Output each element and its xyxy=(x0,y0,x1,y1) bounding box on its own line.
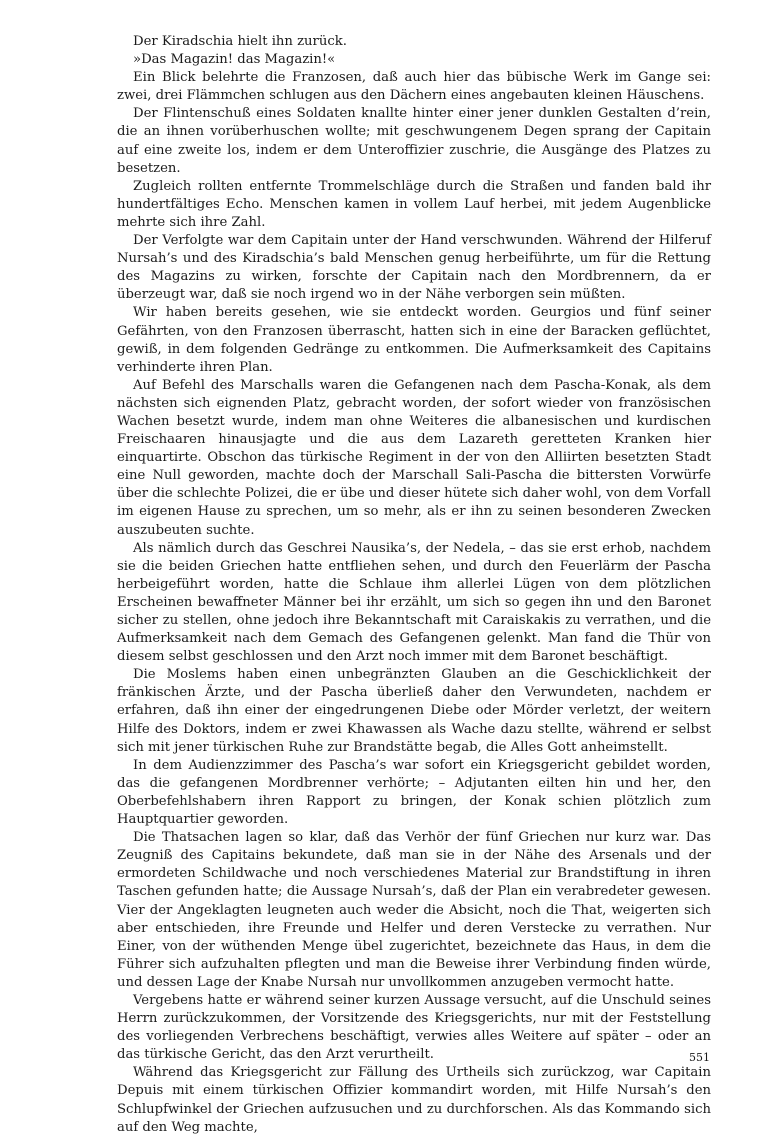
paragraph: Der Verfolgte war dem Capitain unter der Hand verschwunden. Während der Hilferuf Nursah’s und des Kiradschia’s bald Menschen genug herbeiführte, um für die Rettung des Magazins zu wirken, forschte der Capitain nach den Mordbrennern, da er überzeugt war, daß sie noch irgend wo in der Nähe verborgen sein müßten. xyxy=(117,233,711,303)
paragraph: Auf Befehl des Marschalls waren die Gefangenen nach dem Pascha-Konak, als dem nächsten sich eignenden Platz, gebracht worden, der sofort wieder von französischen Wachen besetzt wurde, indem man ohne Weiteres die albanesischen und kurdischen Freischaaren hinausjagte und die aus dem Lazareth geretteten Kranken hier einquartirte. Obschon das türkische Regiment in der von den Alliirten besetzten Stadt eine Null geworden, machte doch der Marschall Sali-Pascha die bittersten Vorwürfe über die schlechte Polizei, die er übe und dieser hütete sich daher wohl, von dem Vorfall im eigenen Hause zu sprechen, um so mehr, als er ihn zu seinen besonderen Zwecken auszubeuten suchte. xyxy=(117,377,711,538)
paragraph: Der Kiradschia hielt ihn zurück. xyxy=(133,34,347,49)
paragraph: Die Moslems haben einen unbegränzten Glauben an die Geschicklichkeit der fränkischen Ärzte, und der Pascha überließ daher den Verwundeten, nachdem er erfahren, daß ihn einer der eingedrungenen Diebe oder Mörder verletzt, der weitern Hilfe des Doktors, indem er zwei Khawassen als Wache dazu stellte, während er selbst sich mit jener türkischen Ruhe zur Brandstätte begab, die Alles Gott anheimstellt. xyxy=(117,667,711,755)
paragraph: Als nämlich durch das Geschrei Nausika’s, der Nedela, – das sie erst erhob, nachdem sie die beiden Griechen hatte entfliehen sehen, und durch den Feuerlärm der Pascha herbeigeführt worden, hatte die Schlaue ihm allerlei Lügen von dem plötzlichen Erscheinen bewaffneter Männer bei ihr erzählt, um sich so gegen ihn und den Baronet sicher zu stellen, ohne jedoch ihre Bekanntschaft mit Caraiskakis zu verrathen, und die Aufmerksamkeit nach dem Gemach des Gefangenen gelenkt. Man fand die Thür von diesem selbst geschlossen und den Arzt noch immer mit dem Baronet beschäftigt. xyxy=(117,540,711,665)
body-text xyxy=(117,33,711,1137)
paragraph: »Das Magazin! das Magazin!« xyxy=(133,52,336,68)
paragraph: Wir haben bereits gesehen, wie sie entdeckt worden. Geurgios und fünf seiner Gefährten, von den Franzosen überrascht, hatten sich in eine der Baracken geflüchtet, gewiß, in dem folgenden Gedränge zu entkommen. Die Aufmerksamkeit des Capitains verhinderte ihren Plan. xyxy=(117,305,711,375)
paragraph: Vergebens hatte er während seiner kurzen Aussage versucht, auf die Unschuld seines Herrn zurückzukommen, der Vorsitzende des Kriegsgerichts, nur mit der Feststellung des vorliegenden Verbrechens beschäftigt, verwies alles Weitere auf später – oder an das türkische Gericht, das den Arzt verurtheilt. xyxy=(117,992,711,1063)
page-number: 551 xyxy=(689,1051,710,1064)
paragraph: Der Flintenschuß eines Soldaten knallte hinter einer jener dunklen Gestalten d’rein, die an ihnen vorüberhuschen wollte; mit geschwungenem Degen sprang der Capitain auf eine zweite los, indem er dem Unteroffizier zuschrie, die Ausgänge des Platzes zu besetzen. xyxy=(117,106,711,176)
paragraph: Ein Blick belehrte die Franzosen, daß auch hier das bübische Werk im Gange sei: zwei, drei Flämmchen schlugen aus den Dächern eines angebauten kleinen Häuschens. xyxy=(117,70,711,104)
paragraph: In dem Audienzzimmer des Pascha’s war sofort ein Kriegsgericht gebildet worden, das die gefangenen Mordbrenner verhörte; – Adjutanten eilten hin und her, den Oberbefehlshabern ihren Rapport zu bringen, der Konak schien plötzlich zum Hauptquartier geworden. xyxy=(117,757,711,828)
paragraph: Zugleich rollten entfernte Trommelschläge durch die Straßen und fanden bald ihr hundertfältiges Echo. Menschen kamen in vollem Lauf herbei, mit jedem Augenblicke mehrte sich ihre Zahl. xyxy=(117,178,711,230)
paragraph: Während das Kriegsgericht zur Fällung des Urtheils sich zurückzog, war Capitain Depuis mit einem türkischen Offizier kommandirt worden, mit Hilfe Nursah’s den Schlupfwinkel der Griechen aufzusuchen und zu durchforschen. Als das Kommando sich auf den Weg machte, xyxy=(117,1065,711,1135)
paragraph: Die Thatsachen lagen so klar, daß das Verhör der fünf Griechen nur kurz war. Das Zeugniß des Capitains bekundete, daß man sie in der Nähe des Arsenals und der ermordeten Schildwache und noch verschiedenes Material zur Brandstiftung in ihren Taschen gefunden hatte; die Aussage Nursah’s, daß der Plan ein verabredeter gewesen. Vier der Angeklagten leugneten auch weder die Absicht, noch die That, weigerten sich aber entschieden, ihre Freunde und Helfer und deren Verstecke zu verrathen. Nur Einer, von der wüthenden Menge übel zugerichtet, bezeichnete das Haus, in dem die Führer sich aufzuhalten pflegten und man die Beweise ihrer Verbindung finden würde, und dessen Lage der Knabe Nursah nur unvollkommen anzugeben vermocht hatte. xyxy=(117,830,711,990)
